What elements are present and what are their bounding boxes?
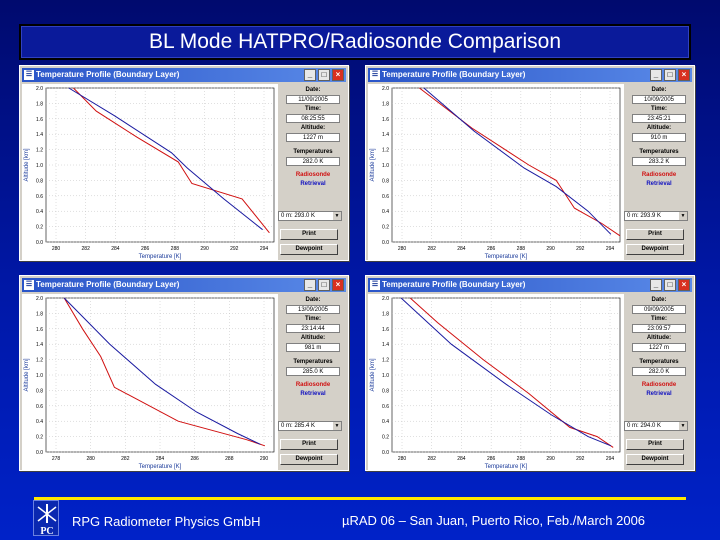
y-tick-label: 0.8 bbox=[36, 388, 43, 395]
maximize-button[interactable]: □ bbox=[664, 279, 676, 291]
date-value: 11/09/2005 bbox=[286, 95, 340, 104]
temperatures-label: Temperatures bbox=[293, 359, 333, 365]
level-select-value: 0 m: 285.4 K bbox=[281, 423, 316, 429]
radiosonde-legend: Radiosonde bbox=[641, 382, 677, 388]
footer-divider bbox=[34, 497, 686, 500]
x-tick-label: 284 bbox=[111, 246, 120, 252]
chevron-down-icon[interactable]: ▼ bbox=[334, 423, 340, 429]
x-tick-label: 286 bbox=[140, 246, 150, 252]
level-select[interactable] bbox=[278, 421, 342, 431]
y-tick-label: 0.0 bbox=[382, 450, 389, 456]
time-value: 08:25:55 bbox=[286, 114, 340, 123]
y-tick-label: 1.8 bbox=[36, 311, 43, 318]
x-tick-label: 294 bbox=[605, 456, 615, 462]
level-select-value: 0 m: 294.0 K bbox=[627, 423, 662, 429]
time-value: 23:14:44 bbox=[286, 324, 340, 333]
profile-chart-svg bbox=[368, 294, 624, 470]
y-tick-label: 0.4 bbox=[382, 209, 389, 216]
y-axis-title: Altitude [km] bbox=[24, 358, 30, 392]
window-title: Temperature Profile (Boundary Layer) bbox=[36, 70, 180, 79]
y-tick-label: 0.8 bbox=[36, 178, 43, 185]
radiosonde-legend: Radiosonde bbox=[295, 172, 331, 178]
y-tick-label: 0.4 bbox=[36, 419, 43, 426]
y-tick-label: 1.6 bbox=[36, 326, 43, 333]
y-tick-label: 0.2 bbox=[382, 224, 389, 231]
y-tick-label: 0.4 bbox=[382, 419, 389, 426]
temperatures-label: Temperatures bbox=[293, 149, 333, 155]
x-tick-label: 288 bbox=[170, 246, 180, 252]
x-tick-label: 290 bbox=[546, 246, 555, 252]
x-tick-label: 290 bbox=[200, 246, 209, 252]
dewpoint-button[interactable]: Dewpoint bbox=[280, 244, 338, 255]
x-tick-label: 286 bbox=[190, 456, 199, 462]
y-tick-label: 0.6 bbox=[36, 403, 43, 410]
y-tick-label: 0.2 bbox=[36, 434, 43, 441]
y-tick-label: 2.0 bbox=[382, 86, 389, 92]
altitude-label: Altitude: bbox=[646, 335, 672, 341]
x-tick-label: 282 bbox=[427, 246, 436, 252]
print-button[interactable]: Print bbox=[626, 229, 684, 240]
x-tick-label: 292 bbox=[576, 456, 585, 462]
y-axis-title: Altitude [km] bbox=[370, 358, 376, 392]
x-tick-label: 280 bbox=[51, 246, 61, 252]
chevron-down-icon[interactable]: ▼ bbox=[334, 213, 340, 219]
window-titlebar[interactable] bbox=[22, 278, 346, 292]
info-panel bbox=[626, 84, 692, 260]
x-tick-label: 280 bbox=[397, 246, 407, 252]
minimize-button[interactable]: _ bbox=[650, 279, 662, 291]
y-tick-label: 1.4 bbox=[36, 342, 43, 349]
y-axis-title: Altitude [km] bbox=[24, 148, 30, 182]
logo-text: PC bbox=[40, 526, 54, 537]
y-tick-label: 1.8 bbox=[36, 101, 43, 108]
profile-chart-svg bbox=[368, 84, 624, 260]
x-tick-label: 290 bbox=[259, 456, 269, 462]
x-tick-label: 294 bbox=[259, 246, 269, 252]
dewpoint-button[interactable]: Dewpoint bbox=[626, 454, 684, 465]
y-tick-label: 1.6 bbox=[382, 116, 389, 123]
footer-company: RPG Radiometer Physics GmbH bbox=[72, 514, 261, 529]
x-tick-label: 288 bbox=[225, 456, 234, 462]
date-value: 13/09/2005 bbox=[286, 305, 340, 314]
altitude-value: 1227 m bbox=[632, 343, 686, 352]
window-titlebar[interactable] bbox=[368, 278, 692, 292]
window-titlebar[interactable] bbox=[368, 68, 692, 82]
x-tick-label: 286 bbox=[486, 246, 496, 252]
close-button[interactable]: × bbox=[332, 69, 344, 81]
x-axis-title: Temperature [K] bbox=[484, 254, 528, 260]
altitude-label: Altitude: bbox=[646, 125, 672, 131]
x-tick-label: 294 bbox=[605, 246, 615, 252]
retrieval-legend: Retrieval bbox=[300, 181, 326, 187]
y-tick-label: 1.0 bbox=[382, 373, 389, 379]
y-tick-label: 1.4 bbox=[382, 342, 389, 349]
profile-plot bbox=[22, 84, 278, 260]
y-tick-label: 0.6 bbox=[382, 403, 389, 410]
window-title: Temperature Profile (Boundary Layer) bbox=[382, 70, 526, 79]
close-button[interactable]: × bbox=[678, 69, 690, 81]
app-icon: ☰ bbox=[25, 281, 33, 288]
y-tick-label: 1.4 bbox=[36, 132, 43, 139]
close-button[interactable]: × bbox=[332, 279, 344, 291]
temperature-profile-window-2[interactable] bbox=[365, 65, 695, 261]
x-axis-title: Temperature [K] bbox=[484, 464, 528, 470]
altitude-value: 1227 m bbox=[286, 133, 340, 142]
info-panel bbox=[280, 294, 346, 470]
temperature-profile-window-3[interactable] bbox=[19, 275, 349, 471]
app-icon: ☰ bbox=[371, 281, 379, 288]
minimize-button[interactable]: _ bbox=[650, 69, 662, 81]
dewpoint-button[interactable]: Dewpoint bbox=[280, 454, 338, 465]
time-value: 23:09:57 bbox=[632, 324, 686, 333]
profile-plot bbox=[368, 294, 624, 470]
temperature-value: 285.0 K bbox=[286, 367, 340, 376]
y-tick-label: 0.0 bbox=[36, 450, 43, 456]
temperature-value: 282.0 K bbox=[632, 367, 686, 376]
x-tick-label: 292 bbox=[230, 246, 239, 252]
maximize-button[interactable]: □ bbox=[318, 69, 330, 81]
y-tick-label: 1.4 bbox=[382, 132, 389, 139]
rpg-logo bbox=[33, 500, 59, 536]
profile-plot bbox=[22, 294, 278, 470]
y-tick-label: 0.6 bbox=[36, 193, 43, 200]
print-button[interactable]: Print bbox=[280, 229, 338, 240]
dewpoint-button[interactable]: Dewpoint bbox=[626, 244, 684, 255]
time-label: Time: bbox=[305, 106, 321, 112]
date-value: 10/09/2005 bbox=[632, 95, 686, 104]
profile-chart-svg bbox=[22, 84, 278, 260]
altitude-label: Altitude: bbox=[300, 125, 326, 131]
x-tick-label: 280 bbox=[397, 456, 407, 462]
level-select-value: 0 m: 293.9 K bbox=[627, 213, 662, 219]
close-button[interactable]: × bbox=[678, 279, 690, 291]
y-tick-label: 1.0 bbox=[36, 163, 43, 169]
temperatures-label: Temperatures bbox=[639, 149, 679, 155]
x-tick-label: 282 bbox=[427, 456, 436, 462]
y-tick-label: 1.2 bbox=[382, 357, 389, 364]
y-tick-label: 0.0 bbox=[36, 240, 43, 246]
x-tick-label: 284 bbox=[457, 456, 466, 462]
y-tick-label: 2.0 bbox=[36, 296, 43, 302]
y-tick-label: 1.2 bbox=[36, 147, 43, 154]
y-tick-label: 1.0 bbox=[36, 373, 43, 379]
y-axis-title: Altitude [km] bbox=[370, 148, 376, 182]
date-label: Date: bbox=[305, 297, 321, 303]
time-label: Time: bbox=[651, 106, 667, 112]
profile-chart-svg bbox=[22, 294, 278, 470]
date-label: Date: bbox=[305, 87, 321, 93]
date-label: Date: bbox=[651, 87, 667, 93]
info-panel bbox=[280, 84, 346, 260]
x-tick-label: 284 bbox=[155, 456, 165, 462]
x-tick-label: 292 bbox=[576, 246, 585, 252]
temperature-profile-window-1[interactable] bbox=[19, 65, 349, 261]
maximize-button[interactable]: □ bbox=[318, 279, 330, 291]
retrieval-legend: Retrieval bbox=[300, 391, 326, 397]
date-value: 09/09/2005 bbox=[632, 305, 686, 314]
y-tick-label: 0.2 bbox=[36, 224, 43, 231]
radiosonde-legend: Radiosonde bbox=[295, 382, 331, 388]
level-select[interactable] bbox=[624, 421, 688, 431]
altitude-label: Altitude: bbox=[300, 335, 326, 341]
x-tick-label: 290 bbox=[546, 456, 555, 462]
y-tick-label: 2.0 bbox=[382, 296, 389, 302]
temperatures-label: Temperatures bbox=[639, 359, 679, 365]
window-title: Temperature Profile (Boundary Layer) bbox=[36, 280, 180, 289]
footer-conference: µRAD 06 – San Juan, Puerto Rico, Feb./March 2006 bbox=[342, 513, 646, 528]
x-axis-title: Temperature [K] bbox=[138, 254, 182, 260]
radiosonde-legend: Radiosonde bbox=[641, 172, 677, 178]
y-tick-label: 2.0 bbox=[36, 86, 43, 92]
y-tick-label: 0.8 bbox=[382, 178, 389, 185]
date-label: Date: bbox=[651, 297, 667, 303]
x-tick-label: 282 bbox=[81, 246, 90, 252]
print-button[interactable]: Print bbox=[280, 439, 338, 450]
y-tick-label: 0.4 bbox=[36, 209, 43, 216]
y-tick-label: 0.8 bbox=[382, 388, 389, 395]
time-label: Time: bbox=[305, 316, 321, 322]
app-icon: ☰ bbox=[25, 71, 33, 78]
minimize-button[interactable]: _ bbox=[304, 279, 316, 291]
x-tick-label: 284 bbox=[457, 246, 466, 252]
chevron-down-icon[interactable]: ▼ bbox=[680, 213, 686, 219]
y-tick-label: 1.8 bbox=[382, 101, 389, 108]
y-tick-label: 1.2 bbox=[36, 357, 43, 364]
y-tick-label: 1.0 bbox=[382, 163, 389, 169]
level-select[interactable] bbox=[624, 211, 688, 221]
y-tick-label: 1.6 bbox=[36, 116, 43, 123]
x-tick-label: 288 bbox=[516, 456, 526, 462]
window-titlebar[interactable] bbox=[22, 68, 346, 82]
y-tick-label: 0.2 bbox=[382, 434, 389, 441]
info-panel bbox=[626, 294, 692, 470]
chevron-down-icon[interactable]: ▼ bbox=[680, 423, 686, 429]
x-tick-label: 280 bbox=[86, 456, 95, 462]
time-label: Time: bbox=[651, 316, 667, 322]
x-tick-label: 282 bbox=[121, 456, 130, 462]
retrieval-legend: Retrieval bbox=[646, 181, 672, 187]
temperature-value: 282.0 K bbox=[286, 157, 340, 166]
temperature-value: 283.2 K bbox=[632, 157, 686, 166]
y-tick-label: 0.0 bbox=[382, 240, 389, 246]
altitude-value: 981 m bbox=[286, 343, 340, 352]
print-button[interactable]: Print bbox=[626, 439, 684, 450]
y-tick-label: 1.2 bbox=[382, 147, 389, 154]
window-title: Temperature Profile (Boundary Layer) bbox=[382, 280, 526, 289]
y-tick-label: 1.6 bbox=[382, 326, 389, 333]
x-axis-title: Temperature [K] bbox=[138, 464, 182, 470]
rpg-logo-graphic bbox=[34, 501, 60, 537]
x-tick-label: 288 bbox=[516, 246, 526, 252]
level-select-value: 0 m: 293.0 K bbox=[281, 213, 316, 219]
time-value: 23:45:21 bbox=[632, 114, 686, 123]
x-tick-label: 286 bbox=[486, 456, 496, 462]
profile-plot bbox=[368, 84, 624, 260]
y-tick-label: 0.6 bbox=[382, 193, 389, 200]
temperature-profile-window-4[interactable] bbox=[365, 275, 695, 471]
maximize-button[interactable]: □ bbox=[664, 69, 676, 81]
x-tick-label: 278 bbox=[51, 456, 61, 462]
level-select[interactable] bbox=[278, 211, 342, 221]
altitude-value: 910 m bbox=[632, 133, 686, 142]
y-tick-label: 1.8 bbox=[382, 311, 389, 318]
minimize-button[interactable]: _ bbox=[304, 69, 316, 81]
slide-title: BL Mode HATPRO/Radiosonde Comparison bbox=[19, 24, 691, 60]
retrieval-legend: Retrieval bbox=[646, 391, 672, 397]
app-icon: ☰ bbox=[371, 71, 379, 78]
